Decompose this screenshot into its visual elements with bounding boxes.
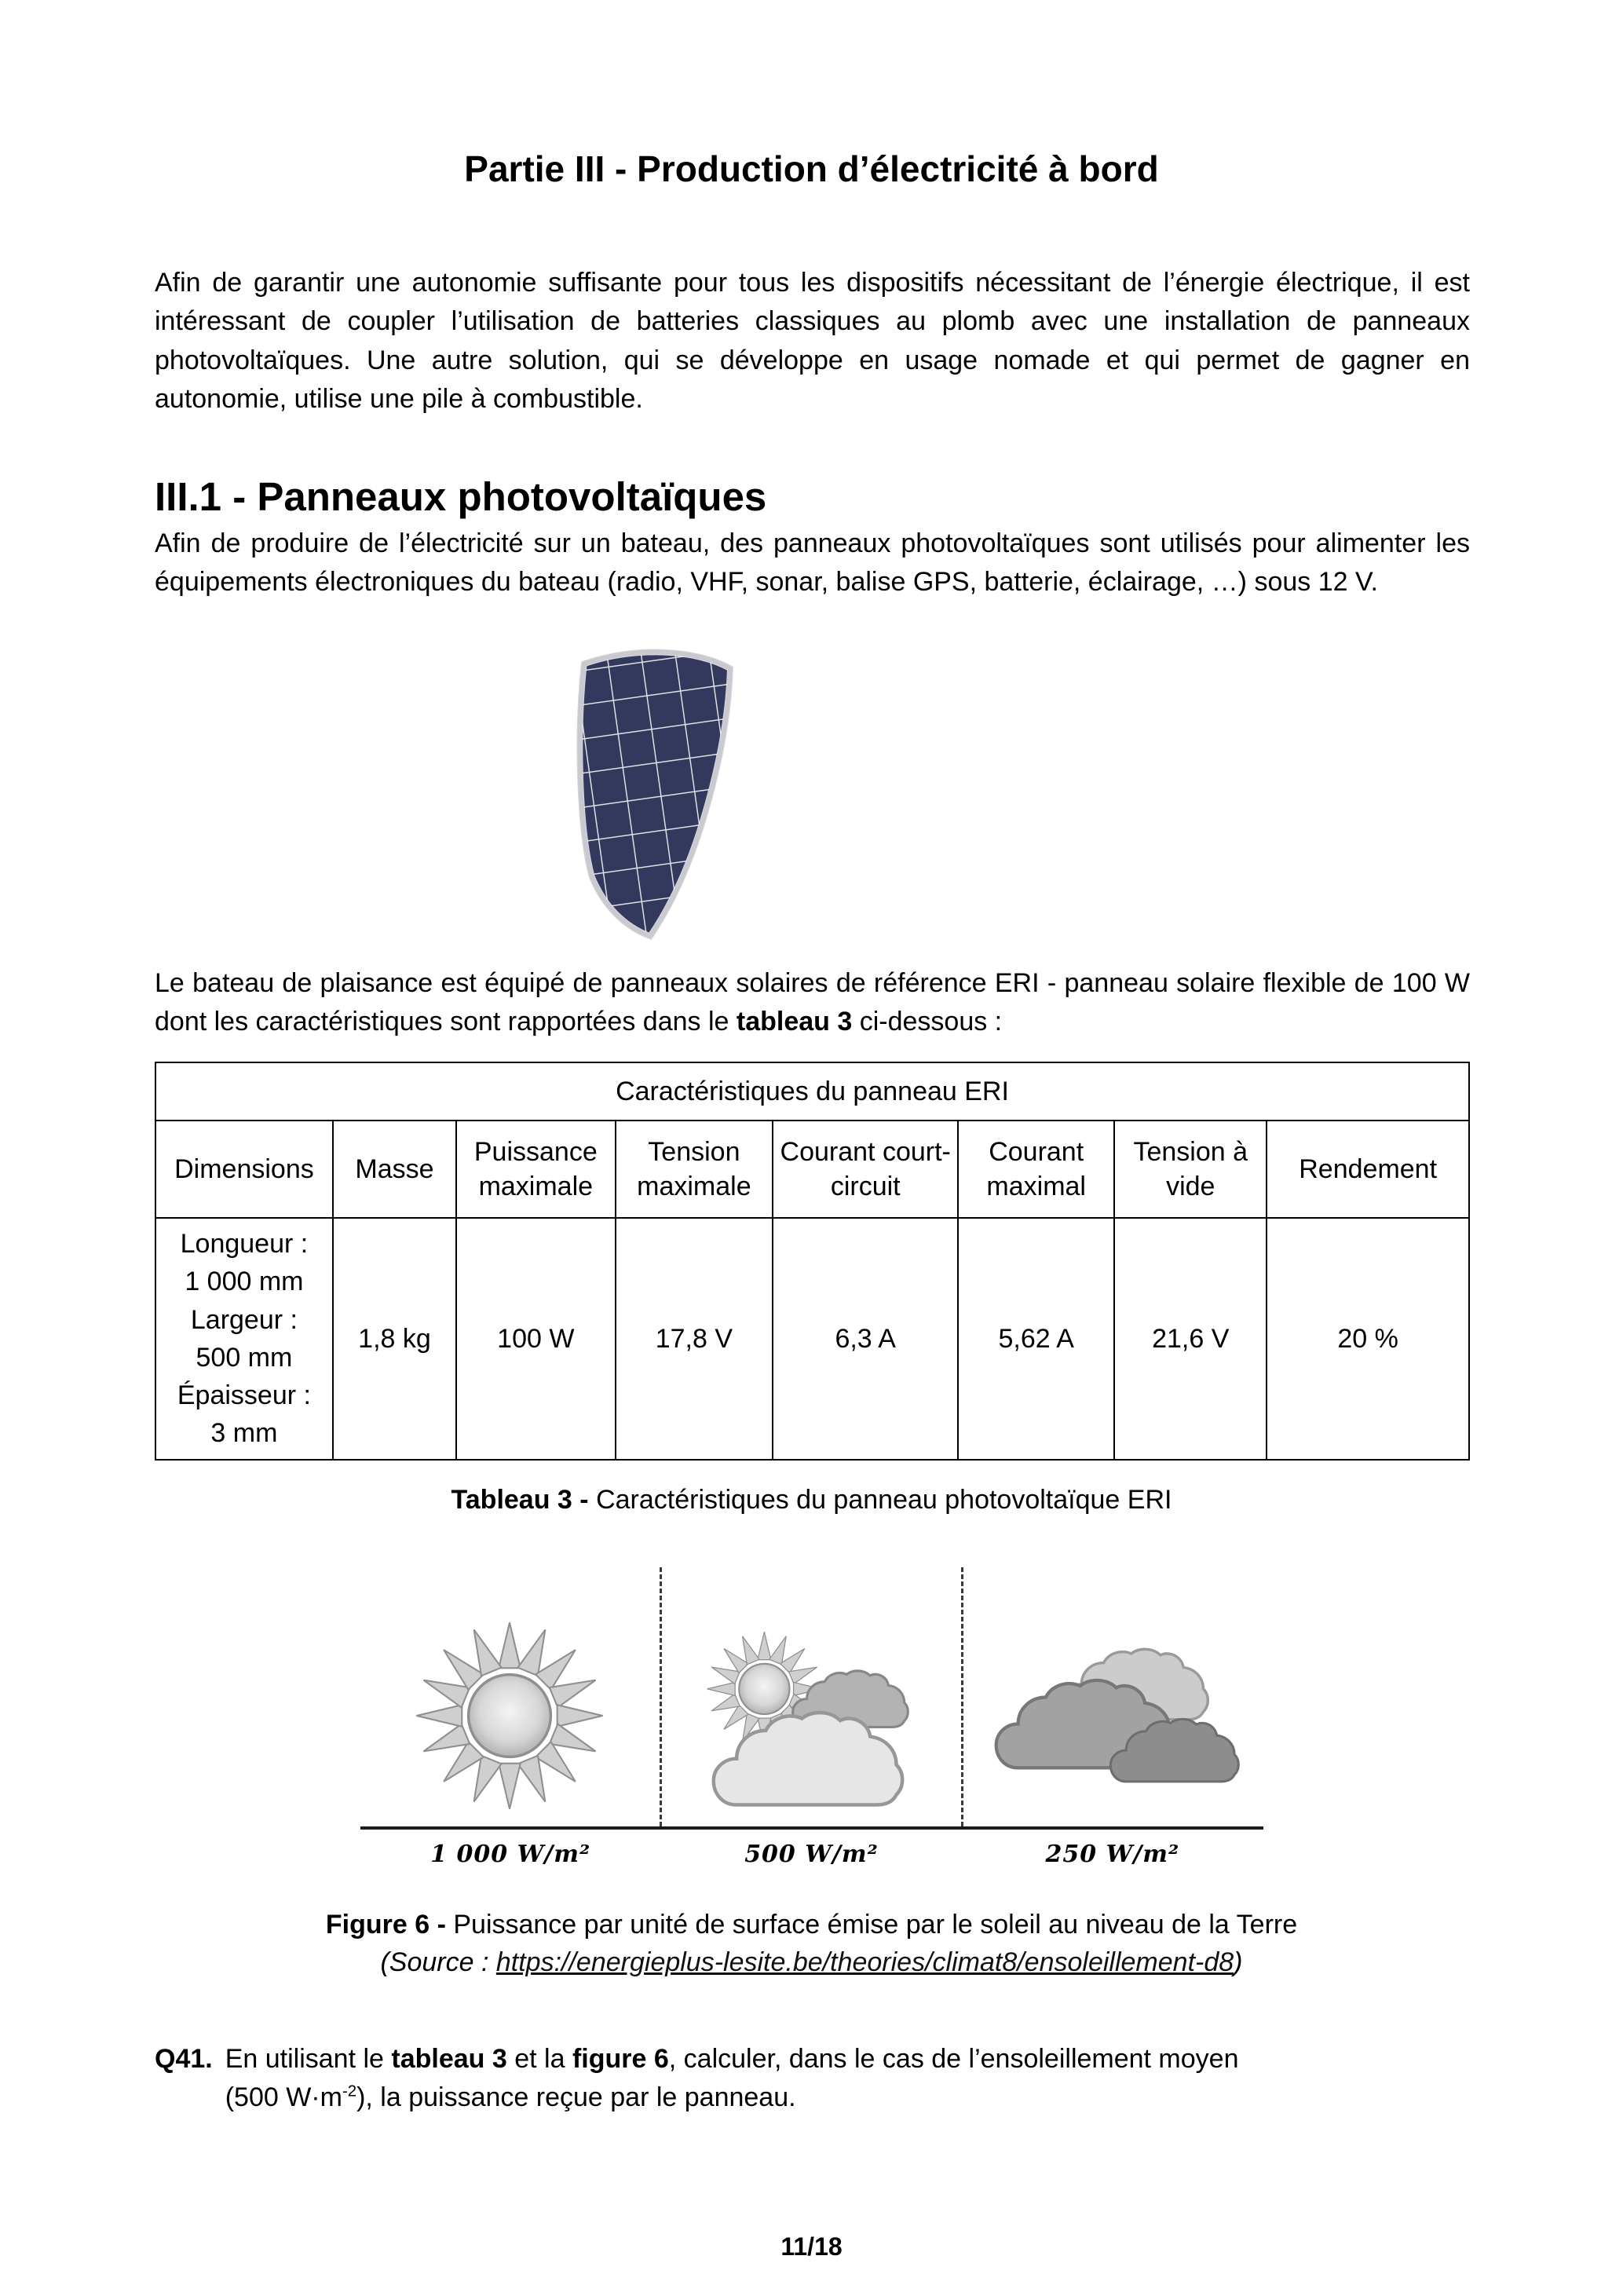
page-title: Partie III - Production d’électricité à bord — [464, 148, 1159, 189]
irradiance-labels-row — [360, 1837, 1263, 1872]
col-header-courant-court-circuit: Courant court-circuit — [773, 1121, 958, 1218]
col-header-masse: Masse — [333, 1121, 456, 1218]
col-header-tension-maximale: Tension maximale — [616, 1121, 773, 1218]
cell-tension-a-vide: 21,6 V — [1114, 1218, 1267, 1460]
figure-caption-line — [0, 1907, 1623, 1944]
cell-puissance-maximale: 100 W — [456, 1218, 615, 1460]
col-header-tension-a-vide: Tension à vide — [1114, 1121, 1267, 1218]
question-q41 — [155, 2040, 1474, 2118]
sun-icon — [407, 1613, 612, 1819]
weather-cell-cloudy — [961, 1567, 1263, 1826]
text-run: En utilisant le — [225, 2044, 392, 2074]
figure-caption-text: Puissance par unité de surface émise par le soleil au niveau de la Terre — [445, 1910, 1298, 1940]
sun-behind-cloud-icon — [679, 1622, 943, 1819]
cell-rendement: 20 % — [1267, 1218, 1469, 1460]
dim-line: 500 mm — [196, 1342, 293, 1373]
irradiance-figure — [360, 1567, 1263, 1872]
table-caption-label: Tableau 3 - — [451, 1485, 589, 1515]
exponent: -2 — [342, 2082, 357, 2100]
figure-caption — [0, 1907, 1623, 1981]
text-run: et la — [506, 2044, 572, 2074]
dim-line: Longueur : — [180, 1229, 309, 1259]
irradiance-label-full-sun: 1 000 W/m² — [430, 1841, 591, 1868]
irradiance-label-low-sun: 250 W/m² — [1045, 1841, 1180, 1868]
text-run-bold: tableau 3 — [391, 2044, 507, 2074]
question-body — [225, 2040, 1239, 2118]
weather-cell-partly-cloudy — [660, 1567, 961, 1826]
panel-characteristics-table — [155, 1062, 1470, 1461]
cell-dimensions — [155, 1218, 333, 1460]
col-header-dimensions: Dimensions — [155, 1121, 333, 1218]
cell-masse: 1,8 kg — [333, 1218, 456, 1460]
source-prefix: (Source : — [380, 1947, 496, 1977]
weather-cell-sunny — [360, 1567, 660, 1826]
dim-line: 3 mm — [210, 1418, 278, 1449]
text-run-bold: figure 6 — [572, 2044, 669, 2074]
table-data-row — [155, 1218, 1469, 1460]
question-number: Q41. — [155, 2044, 213, 2074]
source-link[interactable]: https://energieplus-lesite.be/theories/climat8/ensoleillement-d8 — [495, 1947, 1234, 1977]
question-line-2 — [225, 2078, 1239, 2117]
figure-source-line — [0, 1944, 1623, 1982]
table-title-row — [155, 1062, 1469, 1121]
text-run: , calculer, dans le cas de l’ensoleillement moyen — [668, 2044, 1239, 2074]
table-caption-text: Caractéristiques du panneau photovoltaïque ERI — [588, 1485, 1172, 1515]
table-title: Caractéristiques du panneau ERI — [155, 1062, 1469, 1121]
text-run: (500 W·m — [225, 2082, 342, 2113]
dim-line: Épaisseur : — [177, 1380, 311, 1411]
cell-tension-maximale: 17,8 V — [616, 1218, 773, 1460]
dim-line: 1 000 mm — [185, 1267, 304, 1297]
table-caption — [0, 1481, 1623, 1519]
section-paragraph: Afin de produire de l’électricité sur un bateau, des panneaux photovoltaïques sont utilisés pour alimenter les équipements électroniques du bateau (radio, VHF, sonar, balise GPS, batterie, éclairage, …) sous 12 V. — [155, 528, 1470, 598]
col-header-rendement: Rendement — [1267, 1121, 1469, 1218]
weather-icons-row — [360, 1567, 1263, 1826]
intro-paragraph: Afin de garantir une autonomie suffisante pour tous les dispositifs nécessitant de l’énergie électrique, il est intéressant de coupler l’utilisation de batteries classiques au plomb avec une installation de panneaux photovoltaïques. Une autre solution, qui se développe en usage nomade et qui permet de gagner en autonomie, utilise une pile à combustible. — [155, 268, 1470, 414]
section-heading: III.1 - Panneaux photovoltaïques — [155, 474, 767, 519]
clouds-icon — [981, 1635, 1245, 1819]
table-header-row — [155, 1121, 1469, 1218]
solar-panel-icon — [471, 642, 832, 950]
text-run: Le bateau de plaisance est équipé de panneaux solaires de référence ERI - panneau solaire flexible de 100 W dont les caractéristiques sont rapportées dans le — [155, 968, 1470, 1037]
cell-courant-court-circuit: 6,3 A — [773, 1218, 958, 1460]
col-header-courant-maximal: Courant maximal — [958, 1121, 1114, 1218]
flexible-solar-panel-image — [471, 642, 832, 950]
text-run: ci-dessous : — [852, 1007, 1003, 1037]
irradiance-label-medium-sun: 500 W/m² — [744, 1841, 879, 1868]
figure-baseline — [360, 1826, 1263, 1830]
cell-courant-maximal: 5,62 A — [958, 1218, 1114, 1460]
text-run: ), la puissance reçue par le panneau. — [356, 2082, 796, 2113]
text-run-bold: tableau 3 — [736, 1007, 853, 1037]
dim-line: Largeur : — [190, 1304, 298, 1335]
col-header-puissance-maximale: Puissance maximale — [456, 1121, 615, 1218]
table-intro-paragraph — [155, 964, 1470, 1042]
question-line-1 — [225, 2040, 1239, 2078]
source-suffix: ) — [1234, 1947, 1243, 1977]
page-number: 11/18 — [780, 2232, 843, 2261]
figure-caption-label: Figure 6 - — [325, 1910, 446, 1940]
